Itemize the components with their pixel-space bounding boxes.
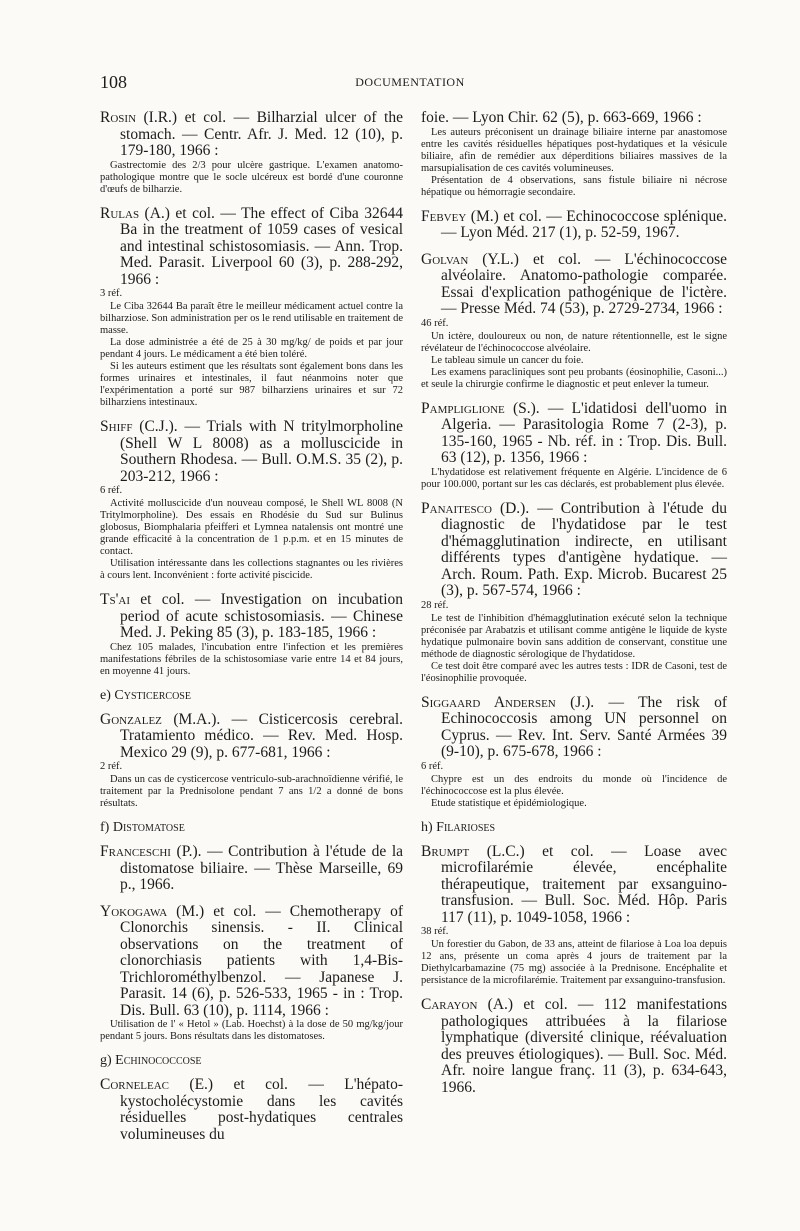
abstract-paragraph: L'hydatidose est relativement fréquente en Algérie. L'incidence de 6 pour 100.000, portant sur les cas déclarés, est probablement plus élevée. (421, 466, 727, 490)
bibliography-entry (100, 206, 403, 410)
citation (421, 401, 727, 467)
bibliography-entry (421, 110, 727, 199)
bibliography-entry (421, 501, 727, 685)
author-name: Golvan (Y.L.) (421, 250, 519, 268)
abstract (100, 498, 403, 582)
reference-count: 46 réf. (421, 317, 449, 329)
abstract (100, 301, 403, 409)
abstract-paragraph: Le Ciba 32644 Ba paraît être le meilleur médicament actuel contre la bilharziose. Son administration per os le rend utilisable en traitement de masse. (100, 301, 403, 336)
abstract-paragraph: Etude statistique et épidémiologique. (431, 797, 587, 809)
abstract-paragraph: Gastrectomie des 2/3 pour ulcère gastrique. L'examen anatomo-pathologique montre que le socle ulcéreux est bordé d'une couronne d'œufs de bilharzie. (100, 159, 403, 195)
left-column (100, 110, 403, 1153)
bibliography-entry (421, 695, 727, 810)
bibliography-entry (100, 592, 403, 678)
citation (421, 997, 727, 1096)
bibliography-entry (100, 1077, 403, 1143)
citation-text: et col. — L'échinococcose alvéolaire. Anatomo-pathologie comparée. Essai d'explication pathogénique de l'ictère. — Presse Méd. 74 (53), p. 2729-2734, 1966 : (441, 250, 728, 317)
citation (100, 419, 403, 485)
author-name: Brumpt (L.C.) (421, 842, 525, 860)
author-name: Siggaard Andersen (J.). (421, 693, 595, 711)
abstract-paragraph: Les examens paracliniques sont peu probants (éosinophilie, Casoni...) et seule la chirurgie confirme le diagnostic et peut enlever la tumeur. (421, 366, 727, 390)
abstract (100, 160, 403, 196)
author-name: Panaitesco (D.). (421, 499, 530, 517)
citation (421, 252, 727, 318)
citation-text: et col. — The effect of Ciba 32644 Ba in the treatment of 1059 cases of vesical and intestinal schistosomiasis. — Ann. Trop. Med. Parasit. Liverpool 60 (3), p. 288-292, 1966 : (120, 204, 403, 288)
abstract-paragraph: Chez 105 malades, l'incubation entre l'infection et les premières manifestations fébriles de la schistosomiase varie entre 14 et 84 jours, en moyenne 41 jours. (100, 641, 403, 677)
right-column (421, 110, 727, 1106)
citation-text: et col. — Echinococcose splénique. — Lyon Méd. 217 (1), p. 52-59, 1967. (441, 207, 727, 241)
section-title: Distomatose (112, 820, 185, 835)
citation (421, 501, 727, 600)
abstract (421, 939, 727, 987)
author-name: Ts'ai (100, 591, 130, 608)
abstract-paragraph: Un forestier du Gabon, de 33 ans, atteint de filariose à Loa loa depuis 12 ans, présente un coma après 4 jours de traitement par la Diethylcarbamazine (75 mg) associée à la Prednisone. Encéphalite et persistance de la microfilarémie. Traitement par exsanguino-transfusion. (421, 939, 727, 986)
author-name: Rulas (A.) (100, 204, 170, 222)
section-heading (100, 820, 403, 836)
section-heading (100, 688, 403, 704)
citation-text: et col. — Loase avec microfilarémie élevée, encéphalite thérapeutique, traitement par exsanguino-transfusion. — Bull. Soc. Méd. Hôp. Paris 117 (11), p. 1049-1058, 1966 : (441, 842, 727, 926)
abstract (100, 642, 403, 678)
abstract (421, 613, 727, 685)
reference-count: 6 réf. (421, 760, 444, 772)
reference-count: 38 réf. (421, 926, 449, 937)
bibliography-entry (421, 997, 727, 1096)
author-name: Febvey (M.) (421, 207, 499, 225)
section-letter: e) (100, 687, 111, 703)
section-title: Filarioses (436, 819, 496, 835)
abstract-paragraph: Activité molluscicide d'un nouveau composé, le Shell WL 8008 (N Tritylmorpholine). Des essais en Rhodésie du Sud sur Bulinus globosus, Biomphalaria pfeifferi et Lymnea natalensis ont montré une grande efficacité à la concentration de 1 p.p.m. et en 15 minutes de contact. (100, 498, 403, 557)
page-header (100, 72, 720, 96)
citation (421, 844, 727, 927)
reference-count: 6 réf. (100, 485, 123, 496)
abstract-paragraph: Présentation de 4 observations, sans fistule biliaire ni nécrose hépatique ou hémorragie secondaire. (421, 174, 727, 198)
citation-text: — Contribution à l'étude du diagnostic de l'hydatidose par le test d'hémagglutination indirecte, en utilisant différents types d'antigène hydatique. — Arch. Roum. Path. Exp. Microb. Bucarest 25 (3), p. 567-574, 1966 : (441, 499, 727, 599)
citation-text: foie. — Lyon Chir. 62 (5), p. 663-669, 1966 : (421, 109, 702, 126)
author-name: Gonzalez (M.A.). (100, 710, 221, 728)
bibliography-entry (100, 419, 403, 582)
abstract-paragraph: Ce test doit être comparé avec les autres tests : IDR de Casoni, test de l'éosinophilie provoquée. (421, 660, 727, 684)
abstract-paragraph: Chypre est un des endroits du monde où l'incidence de l'échinococcose est la plus élevée. (421, 773, 727, 797)
citation-text: — Trials with N tritylmorpholine (Shell W L 8008) as a molluscicide in Southern Rhodesa. — Bull. O.M.S. 35 (2), p. 203-212, 1966 : (120, 418, 403, 485)
abstract (100, 774, 403, 810)
citation-text: — The risk of Echinococcosis among UN personnel on Cyprus. — Rev. Int. Serv. Santé Armées 39 (9-10), p. 675-678, 1966 : (441, 693, 728, 760)
section-heading (421, 820, 727, 836)
section-letter: g) (100, 1053, 112, 1068)
running-head: DOCUMENTATION (355, 75, 465, 89)
abstract-paragraph: Dans un cas de cysticercose ventriculo-sub-arachnoïdienne vérifié, le traitement par la Prednisolone pendant 7 ans 1/2 a donné de bons résultats. (100, 774, 403, 809)
citation (100, 844, 403, 894)
citation-text: et col. — L'hépato-kystocholécystomie dans les cavités résiduelles post-hydatiques centrales volumineuses du (120, 1076, 403, 1143)
abstract (421, 331, 727, 391)
abstract-paragraph: Un ictère, douloureux ou non, de nature rétentionnelle, est le signe révélateur de l'échinococcose alvéolaire. (421, 330, 727, 354)
citation (421, 209, 727, 242)
abstract (421, 467, 727, 491)
author-name: Carayon (A.) (421, 996, 514, 1013)
abstract-paragraph: Si les auteurs estiment que les résultats sont également bons dans les formes urinaires et intestinales, il faut néanmoins noter que l'expérimentation a porté sur 987 bilharziens urinaires et sur 72 bilharziens intestinaux. (100, 361, 403, 408)
bibliography-entry (100, 904, 403, 1044)
citation-text: et col. — Investigation on incubation period of acute schistosomiasis. — Chinese Med. J. Peking 85 (3), p. 183-185, 1966 : (120, 591, 404, 641)
abstract (100, 1019, 403, 1043)
citation (421, 110, 727, 127)
author-name: Shiff (C.J.). (100, 418, 178, 435)
abstract (421, 127, 727, 199)
abstract-paragraph: Le test de l'inhibition d'hémagglutination exécuté selon la technique préconisée par Arabatzis et utilisant comme antigène le liquide de kyste hydatique pulmonaire bovin sans addition de conservant, constitue une méthode de diagnostic sérologique de l'hydatidose. (421, 612, 727, 660)
citation-text: et col. — 112 manifestations pathologiques attribuées à la filariose lymphatique (diversité clinique, réévaluation des preuves étiologiques). — Bull. Soc. Méd. Afr. noire langue franç. 11 (3), p. 634-643, 1966. (441, 996, 728, 1096)
section-letter: f) (100, 820, 110, 835)
section-title: Cysticercose (114, 687, 191, 703)
bibliography-entry (100, 712, 403, 811)
author-name: Yokogawa (M.) (100, 902, 205, 920)
section-heading (100, 1053, 403, 1069)
citation-text: — Contribution à l'étude de la distomatose biliaire. — Thèse Marseille, 69 p., 1966. (120, 843, 404, 893)
abstract-paragraph: La dose administrée a été de 25 à 30 mg/kg/ de poids et par jour pendant 4 jours. Le médicament a été bien toléré. (100, 337, 403, 360)
bibliography-entry (421, 252, 727, 391)
bibliography-entry (100, 110, 403, 196)
reference-count: 3 réf. (100, 288, 123, 299)
citation (100, 712, 403, 762)
abstract-paragraph: Les auteurs préconisent un drainage biliaire interne par anastomose entre les cavités résiduelles hépatiques post-hydatiques et la vésicule biliaire, afin de remédier aux déperditions biliaires massives de la marsupialisation de ces cavités volumineuses. (421, 126, 727, 174)
citation-text: — Cisticercosis cerebral. Tratamiento médico. — Rev. Med. Hosp. Mexico 29 (9), p. 677-681, 1966 : (120, 710, 403, 761)
bibliography-entry (421, 844, 727, 988)
bibliography-entry (100, 844, 403, 894)
citation (421, 695, 727, 761)
author-name: Corneleac (E.) (100, 1076, 214, 1093)
abstract-paragraph: Utilisation de l' « Hetol » (Lab. Hoechst) à la dose de 50 mg/kg/jour pendant 5 jours. Bons résultats dans les distomatoses. (100, 1019, 403, 1042)
citation-text: et col. — Chemotherapy of Clonorchis sinensis. - II. Clinical observations on the treatment of clonorchiasis patients with 1,4-Bis-Trichlorométhylbenzol. — Japanese J. Parasit. 14 (6), p. 526-533, 1965 - in : Trop. Dis. Bull. 63 (10), p. 1114, 1966 : (120, 902, 403, 1019)
abstract-paragraph: Le tableau simule un cancer du foie. (431, 354, 584, 366)
author-name: Franceschi (P.). (100, 843, 202, 860)
abstract-paragraph: Utilisation intéressante dans les collections stagnantes ou les rivières à cours lent. Inconvénient : forte activité piscicide. (100, 558, 403, 581)
page-number: 108 (100, 72, 127, 92)
section-letter: h) (421, 819, 433, 835)
citation (100, 206, 403, 289)
citation (100, 904, 403, 1020)
author-name: Pampliglione (S.). (421, 399, 540, 417)
reference-count: 2 réf. (100, 761, 123, 772)
citation (100, 1077, 403, 1143)
citation (100, 110, 403, 160)
citation (100, 592, 403, 642)
citation-text: et col. — Bilharzial ulcer of the stomach. — Centr. Afr. J. Med. 12 (10), p. 179-180, 1966 : (120, 109, 403, 159)
section-title: Echinococcose (115, 1053, 202, 1068)
bibliography-entry (421, 401, 727, 491)
citation-text: — L'idatidosi dell'uomo in Algeria. — Parasitologia Rome 7 (2-3), p. 135-160, 1965 - Nb. réf. in : Trop. Dis. Bull. 63 (12), p. 1356, 1966 : (441, 399, 728, 466)
author-name: Rosin (I.R.) (100, 109, 178, 126)
abstract (421, 774, 727, 810)
reference-count: 28 réf. (421, 599, 449, 611)
bibliography-entry (421, 209, 727, 242)
